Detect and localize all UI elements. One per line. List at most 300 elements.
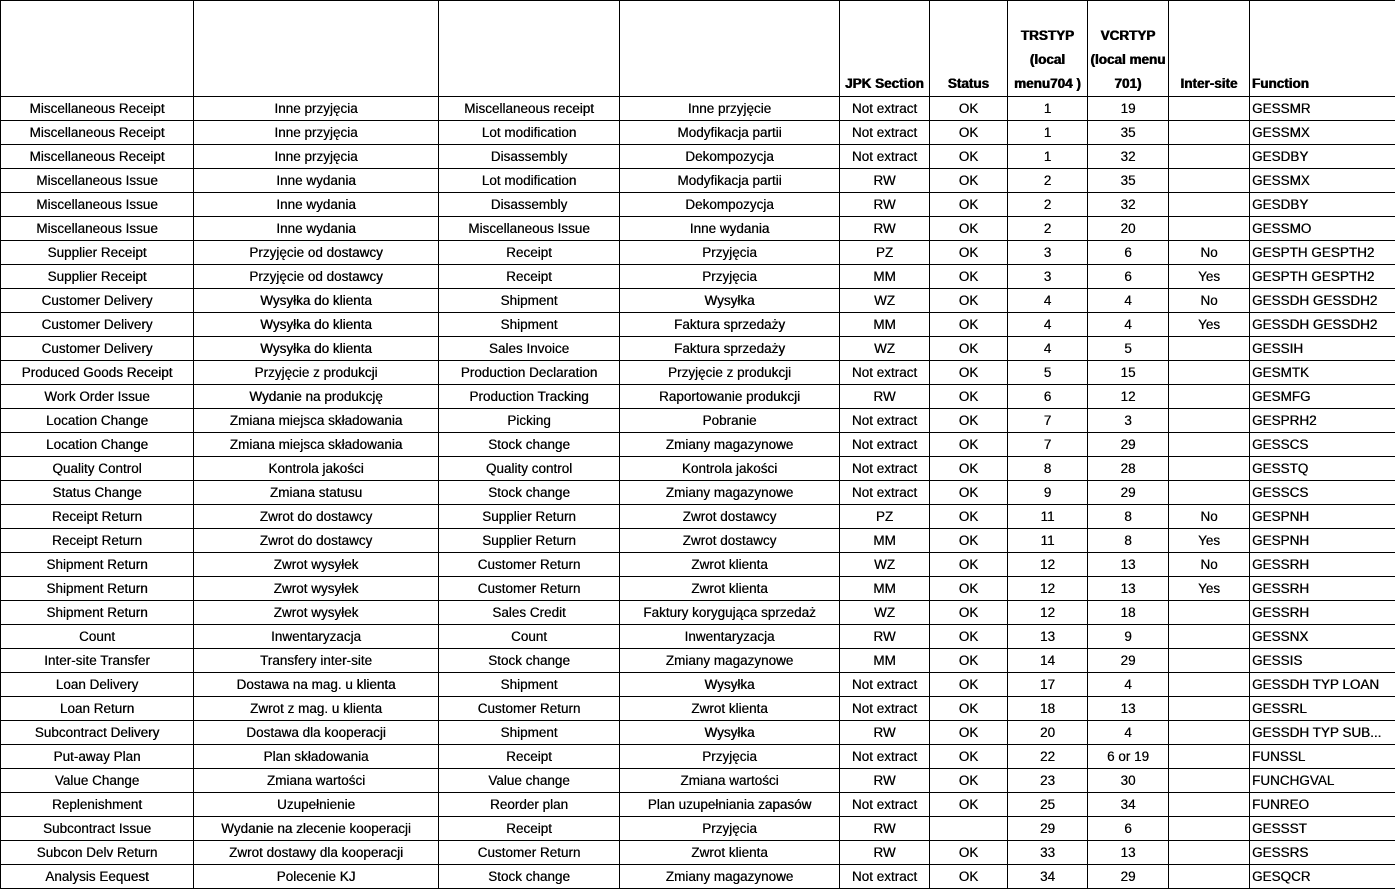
cell-transaction-type-pl: Zmiana wartości (194, 769, 439, 793)
cell-inter-site: Yes (1169, 265, 1250, 289)
cell-trstyp: 4 (1008, 289, 1088, 313)
cell-trstyp: 2 (1008, 193, 1088, 217)
cell-status: OK (930, 337, 1008, 361)
cell-trstyp: 4 (1008, 313, 1088, 337)
cell-document-type-pl: Zwrot dostawcy (620, 529, 840, 553)
cell-transaction-type: Replenishment (1, 793, 194, 817)
cell-jpk-section: RW (840, 841, 930, 865)
table-row (1, 385, 1395, 409)
cell-inter-site (1169, 433, 1250, 457)
cell-function: GESPNH (1250, 505, 1395, 529)
cell-inter-site (1169, 121, 1250, 145)
table-row (1, 313, 1395, 337)
cell-transaction-type: Miscellaneous Receipt (1, 145, 194, 169)
cell-function: GESSNX (1250, 625, 1395, 649)
cell-function: GESSST (1250, 817, 1395, 841)
cell-document-type: Shipment (439, 289, 620, 313)
cell-jpk-section: RW (840, 769, 930, 793)
cell-transaction-type: Analysis Eequest (1, 865, 194, 889)
cell-transaction-type-pl: Inwentaryzacja (194, 625, 439, 649)
cell-jpk-section: Not extract (840, 745, 930, 769)
cell-document-type: Stock change (439, 865, 620, 889)
cell-transaction-type: Customer Delivery (1, 337, 194, 361)
cell-inter-site (1169, 337, 1250, 361)
cell-transaction-type: Location Change (1, 409, 194, 433)
cell-document-type-pl: Faktury korygująca sprzedaż (620, 601, 840, 625)
cell-jpk-section: MM (840, 529, 930, 553)
cell-vcrtyp: 4 (1088, 721, 1169, 745)
cell-status: OK (930, 793, 1008, 817)
cell-document-type: Receipt (439, 817, 620, 841)
table-row (1, 217, 1395, 241)
cell-jpk-section: RW (840, 817, 930, 841)
cell-document-type: Lot modification (439, 121, 620, 145)
cell-transaction-type-pl: Zwrot z mag. u klienta (194, 697, 439, 721)
cell-document-type: Stock change (439, 649, 620, 673)
cell-trstyp: 13 (1008, 625, 1088, 649)
cell-status: OK (930, 697, 1008, 721)
cell-document-type: Sales Credit (439, 601, 620, 625)
cell-status: OK (930, 241, 1008, 265)
cell-function: GESSRH (1250, 601, 1395, 625)
cell-inter-site (1169, 793, 1250, 817)
cell-transaction-type-pl: Polecenie KJ (194, 865, 439, 889)
cell-function: GESSDH TYP LOAN (1250, 673, 1395, 697)
cell-document-type-pl: Zmiany magazynowe (620, 865, 840, 889)
cell-trstyp: 25 (1008, 793, 1088, 817)
cell-trstyp: 6 (1008, 385, 1088, 409)
cell-document-type: Customer Return (439, 577, 620, 601)
cell-inter-site: Yes (1169, 313, 1250, 337)
cell-transaction-type-pl: Przyjęcie od dostawcy (194, 241, 439, 265)
cell-status: OK (930, 121, 1008, 145)
cell-trstyp: 7 (1008, 433, 1088, 457)
cell-inter-site (1169, 145, 1250, 169)
cell-status: OK (930, 601, 1008, 625)
cell-trstyp: 5 (1008, 361, 1088, 385)
cell-vcrtyp: 5 (1088, 337, 1169, 361)
cell-trstyp: 33 (1008, 841, 1088, 865)
cell-transaction-type-pl: Zwrot wysyłek (194, 577, 439, 601)
cell-transaction-type: Loan Delivery (1, 673, 194, 697)
cell-transaction-type-pl: Wysyłka do klienta (194, 313, 439, 337)
cell-document-type-pl: Wysyłka (620, 673, 840, 697)
cell-jpk-section: Not extract (840, 865, 930, 889)
cell-inter-site (1169, 721, 1250, 745)
cell-status: OK (930, 673, 1008, 697)
cell-function: GESSIS (1250, 649, 1395, 673)
cell-document-type-pl: Zwrot dostawcy (620, 505, 840, 529)
cell-document-type: Miscellaneous Issue (439, 217, 620, 241)
table-row (1, 433, 1395, 457)
cell-vcrtyp: 29 (1088, 649, 1169, 673)
cell-status: OK (930, 481, 1008, 505)
cell-inter-site (1169, 601, 1250, 625)
cell-function: GESDBY (1250, 193, 1395, 217)
cell-transaction-type-pl: Wydanie na produkcję (194, 385, 439, 409)
cell-vcrtyp: 30 (1088, 769, 1169, 793)
cell-status: OK (930, 265, 1008, 289)
cell-document-type-pl: Modyfikacja partii (620, 169, 840, 193)
cell-inter-site (1169, 769, 1250, 793)
cell-transaction-type: Location Change (1, 433, 194, 457)
cell-transaction-type-pl: Wydanie na zlecenie kooperacji (194, 817, 439, 841)
cell-function: GESSMR (1250, 97, 1395, 121)
cell-vcrtyp: 4 (1088, 673, 1169, 697)
cell-document-type-pl: Wysyłka (620, 289, 840, 313)
cell-document-type: Miscellaneous receipt (439, 97, 620, 121)
cell-status: OK (930, 529, 1008, 553)
cell-document-type: Shipment (439, 673, 620, 697)
cell-function: GESPTH GESPTH2 (1250, 241, 1395, 265)
table-row (1, 97, 1395, 121)
cell-vcrtyp: 13 (1088, 697, 1169, 721)
table-row (1, 673, 1395, 697)
cell-function: GESDBY (1250, 145, 1395, 169)
cell-inter-site (1169, 385, 1250, 409)
cell-transaction-type-pl: Wysyłka do klienta (194, 289, 439, 313)
cell-status: OK (930, 457, 1008, 481)
cell-inter-site (1169, 409, 1250, 433)
cell-function: GESSIH (1250, 337, 1395, 361)
cell-status: OK (930, 721, 1008, 745)
cell-document-type: Shipment (439, 313, 620, 337)
cell-document-type-pl: Inne wydania (620, 217, 840, 241)
table-row (1, 817, 1395, 841)
cell-document-type-pl: Zmiany magazynowe (620, 649, 840, 673)
table-row (1, 721, 1395, 745)
cell-trstyp: 3 (1008, 241, 1088, 265)
cell-transaction-type-pl: Kontrola jakości (194, 457, 439, 481)
cell-document-type: Count (439, 625, 620, 649)
cell-document-type: Reorder plan (439, 793, 620, 817)
cell-vcrtyp: 18 (1088, 601, 1169, 625)
cell-document-type-pl: Inwentaryzacja (620, 625, 840, 649)
cell-vcrtyp: 15 (1088, 361, 1169, 385)
table-row (1, 409, 1395, 433)
cell-vcrtyp: 20 (1088, 217, 1169, 241)
cell-vcrtyp: 34 (1088, 793, 1169, 817)
cell-transaction-type: Supplier Receipt (1, 265, 194, 289)
cell-inter-site: No (1169, 289, 1250, 313)
cell-transaction-type-pl: Inne wydania (194, 217, 439, 241)
cell-inter-site (1169, 841, 1250, 865)
table-row (1, 121, 1395, 145)
cell-jpk-section: MM (840, 265, 930, 289)
cell-transaction-type-pl: Zmiana miejsca składowania (194, 433, 439, 457)
cell-document-type: Sales Invoice (439, 337, 620, 361)
table-row (1, 601, 1395, 625)
cell-function: GESSMO (1250, 217, 1395, 241)
cell-inter-site (1169, 217, 1250, 241)
cell-status: OK (930, 361, 1008, 385)
cell-transaction-type-pl: Dostawa na mag. u klienta (194, 673, 439, 697)
cell-vcrtyp: 29 (1088, 865, 1169, 889)
table-row (1, 481, 1395, 505)
cell-jpk-section: RW (840, 193, 930, 217)
cell-vcrtyp: 4 (1088, 313, 1169, 337)
header-function: Function (1250, 1, 1395, 97)
cell-status: OK (930, 97, 1008, 121)
cell-document-type-pl: Zmiana wartości (620, 769, 840, 793)
cell-function: GESSMX (1250, 121, 1395, 145)
table-row (1, 289, 1395, 313)
cell-trstyp: 17 (1008, 673, 1088, 697)
table-row (1, 841, 1395, 865)
table-row (1, 793, 1395, 817)
cell-transaction-type: Miscellaneous Receipt (1, 97, 194, 121)
cell-jpk-section: Not extract (840, 409, 930, 433)
cell-document-type-pl: Plan uzupełniania zapasów (620, 793, 840, 817)
cell-function: FUNREO (1250, 793, 1395, 817)
cell-inter-site (1169, 817, 1250, 841)
cell-transaction-type: Count (1, 625, 194, 649)
cell-inter-site (1169, 865, 1250, 889)
table-row (1, 169, 1395, 193)
cell-trstyp: 11 (1008, 529, 1088, 553)
cell-document-type-pl: Przyjęcia (620, 241, 840, 265)
cell-function: FUNCHGVAL (1250, 769, 1395, 793)
cell-trstyp: 4 (1008, 337, 1088, 361)
cell-status: OK (930, 145, 1008, 169)
cell-transaction-type-pl: Zwrot wysyłek (194, 601, 439, 625)
cell-document-type: Receipt (439, 745, 620, 769)
cell-status: OK (930, 505, 1008, 529)
cell-transaction-type: Receipt Return (1, 505, 194, 529)
cell-jpk-section: MM (840, 577, 930, 601)
cell-vcrtyp: 19 (1088, 97, 1169, 121)
cell-function: GESSRH (1250, 553, 1395, 577)
table-row (1, 649, 1395, 673)
cell-function: GESSMX (1250, 169, 1395, 193)
table-row (1, 769, 1395, 793)
header-status: Status (930, 1, 1008, 97)
cell-function: GESQCR (1250, 865, 1395, 889)
cell-transaction-type-pl: Zwrot do dostawcy (194, 529, 439, 553)
cell-transaction-type: Put-away Plan (1, 745, 194, 769)
cell-document-type-pl: Zwrot klienta (620, 553, 840, 577)
cell-document-type: Supplier Return (439, 505, 620, 529)
cell-jpk-section: RW (840, 625, 930, 649)
cell-jpk-section: RW (840, 385, 930, 409)
cell-jpk-section: Not extract (840, 361, 930, 385)
cell-document-type-pl: Raportowanie produkcji (620, 385, 840, 409)
cell-status: OK (930, 409, 1008, 433)
table-row (1, 265, 1395, 289)
table-row (1, 745, 1395, 769)
header-row (1, 1, 1395, 97)
cell-transaction-type-pl: Wysyłka do klienta (194, 337, 439, 361)
cell-vcrtyp: 32 (1088, 145, 1169, 169)
cell-document-type: Shipment (439, 721, 620, 745)
cell-transaction-type-pl: Inne wydania (194, 193, 439, 217)
cell-transaction-type-pl: Inne przyjęcia (194, 97, 439, 121)
header-inter-site: Inter-site (1169, 1, 1250, 97)
cell-vcrtyp: 13 (1088, 553, 1169, 577)
cell-jpk-section: Not extract (840, 145, 930, 169)
cell-function: GESSDH TYP SUB... (1250, 721, 1395, 745)
cell-trstyp: 34 (1008, 865, 1088, 889)
cell-inter-site (1169, 169, 1250, 193)
cell-function: GESSTQ (1250, 457, 1395, 481)
cell-document-type-pl: Zwrot klienta (620, 577, 840, 601)
cell-trstyp: 11 (1008, 505, 1088, 529)
table-header (1, 1, 1395, 97)
cell-transaction-type: Subcontract Delivery (1, 721, 194, 745)
cell-function: GESSRL (1250, 697, 1395, 721)
cell-vcrtyp: 4 (1088, 289, 1169, 313)
cell-status: OK (930, 289, 1008, 313)
cell-function: GESMFG (1250, 385, 1395, 409)
cell-function: GESMTK (1250, 361, 1395, 385)
cell-document-type-pl: Faktura sprzedaży (620, 313, 840, 337)
cell-jpk-section: Not extract (840, 97, 930, 121)
cell-transaction-type-pl: Zwrot wysyłek (194, 553, 439, 577)
cell-function: GESSCS (1250, 481, 1395, 505)
cell-document-type-pl: Zmiany magazynowe (620, 433, 840, 457)
cell-status: OK (930, 385, 1008, 409)
cell-document-type: Lot modification (439, 169, 620, 193)
cell-document-type: Disassembly (439, 193, 620, 217)
cell-transaction-type-pl: Zmiana miejsca składowania (194, 409, 439, 433)
cell-trstyp: 14 (1008, 649, 1088, 673)
cell-vcrtyp: 6 (1088, 241, 1169, 265)
table-row (1, 505, 1395, 529)
cell-vcrtyp: 35 (1088, 121, 1169, 145)
cell-document-type: Value change (439, 769, 620, 793)
cell-status: OK (930, 217, 1008, 241)
table-row (1, 193, 1395, 217)
cell-document-type: Receipt (439, 265, 620, 289)
cell-transaction-type: Shipment Return (1, 577, 194, 601)
cell-status: OK (930, 553, 1008, 577)
cell-document-type: Customer Return (439, 553, 620, 577)
table-row (1, 361, 1395, 385)
cell-document-type-pl: Faktura sprzedaży (620, 337, 840, 361)
cell-inter-site: Yes (1169, 577, 1250, 601)
table-row (1, 865, 1395, 889)
cell-transaction-type: Miscellaneous Issue (1, 217, 194, 241)
cell-transaction-type: Customer Delivery (1, 289, 194, 313)
cell-trstyp: 1 (1008, 145, 1088, 169)
cell-vcrtyp: 35 (1088, 169, 1169, 193)
cell-vcrtyp: 6 (1088, 265, 1169, 289)
cell-inter-site (1169, 97, 1250, 121)
table-row (1, 529, 1395, 553)
cell-trstyp: 1 (1008, 97, 1088, 121)
cell-document-type: Receipt (439, 241, 620, 265)
cell-document-type-pl: Zmiany magazynowe (620, 481, 840, 505)
cell-function: GESSRS (1250, 841, 1395, 865)
cell-inter-site (1169, 457, 1250, 481)
cell-transaction-type: Loan Return (1, 697, 194, 721)
cell-transaction-type: Shipment Return (1, 553, 194, 577)
cell-transaction-type: Status Change (1, 481, 194, 505)
cell-document-type-pl: Przyjęcia (620, 265, 840, 289)
cell-inter-site: No (1169, 505, 1250, 529)
cell-vcrtyp: 9 (1088, 625, 1169, 649)
cell-vcrtyp: 32 (1088, 193, 1169, 217)
cell-vcrtyp: 8 (1088, 505, 1169, 529)
cell-transaction-type-pl: Uzupełnienie (194, 793, 439, 817)
cell-jpk-section: MM (840, 313, 930, 337)
header-jpk-section: JPK Section (840, 1, 930, 97)
cell-transaction-type: Miscellaneous Receipt (1, 121, 194, 145)
header-col1 (1, 1, 194, 97)
cell-jpk-section: Not extract (840, 433, 930, 457)
cell-jpk-section: RW (840, 721, 930, 745)
cell-inter-site (1169, 697, 1250, 721)
cell-jpk-section: Not extract (840, 673, 930, 697)
cell-document-type-pl: Przyjęcia (620, 745, 840, 769)
cell-inter-site: No (1169, 241, 1250, 265)
cell-document-type-pl: Dekompozycja (620, 145, 840, 169)
cell-status: OK (930, 625, 1008, 649)
cell-inter-site (1169, 361, 1250, 385)
cell-transaction-type: Receipt Return (1, 529, 194, 553)
cell-transaction-type-pl: Inne przyjęcia (194, 121, 439, 145)
cell-transaction-type: Value Change (1, 769, 194, 793)
cell-transaction-type: Subcontract Issue (1, 817, 194, 841)
table-row (1, 457, 1395, 481)
cell-transaction-type-pl: Inne wydania (194, 169, 439, 193)
cell-inter-site (1169, 481, 1250, 505)
cell-vcrtyp: 13 (1088, 841, 1169, 865)
cell-transaction-type: Customer Delivery (1, 313, 194, 337)
cell-document-type-pl: Przyjęcie z produkcji (620, 361, 840, 385)
cell-inter-site: Yes (1169, 529, 1250, 553)
cell-transaction-type: Subcon Delv Return (1, 841, 194, 865)
cell-status: OK (930, 865, 1008, 889)
cell-jpk-section: PZ (840, 505, 930, 529)
cell-document-type-pl: Zwrot klienta (620, 841, 840, 865)
cell-jpk-section: MM (840, 649, 930, 673)
header-vcrtyp: VCRTYP (local menu 701) (1088, 1, 1169, 97)
cell-status: OK (930, 169, 1008, 193)
cell-function: GESSCS (1250, 433, 1395, 457)
cell-inter-site (1169, 673, 1250, 697)
cell-jpk-section: Not extract (840, 481, 930, 505)
header-col3 (439, 1, 620, 97)
cell-trstyp: 8 (1008, 457, 1088, 481)
cell-transaction-type-pl: Przyjęcie od dostawcy (194, 265, 439, 289)
cell-vcrtyp: 29 (1088, 433, 1169, 457)
cell-inter-site (1169, 625, 1250, 649)
cell-transaction-type: Inter-site Transfer (1, 649, 194, 673)
table-row (1, 337, 1395, 361)
cell-trstyp: 12 (1008, 577, 1088, 601)
cell-transaction-type: Produced Goods Receipt (1, 361, 194, 385)
cell-document-type-pl: Zwrot klienta (620, 697, 840, 721)
header-trstyp: TRSTYP (local menu704 ) (1008, 1, 1088, 97)
cell-jpk-section: WZ (840, 553, 930, 577)
cell-trstyp: 1 (1008, 121, 1088, 145)
cell-document-type: Quality control (439, 457, 620, 481)
cell-transaction-type: Miscellaneous Issue (1, 169, 194, 193)
cell-jpk-section: WZ (840, 289, 930, 313)
cell-jpk-section: RW (840, 217, 930, 241)
cell-vcrtyp: 13 (1088, 577, 1169, 601)
table-row (1, 577, 1395, 601)
cell-status: OK (930, 577, 1008, 601)
cell-trstyp: 3 (1008, 265, 1088, 289)
cell-trstyp: 2 (1008, 217, 1088, 241)
cell-function: GESPRH2 (1250, 409, 1395, 433)
cell-function: GESSDH GESSDH2 (1250, 313, 1395, 337)
cell-transaction-type-pl: Zwrot dostawy dla kooperacji (194, 841, 439, 865)
cell-trstyp: 29 (1008, 817, 1088, 841)
cell-document-type-pl: Przyjęcia (620, 817, 840, 841)
